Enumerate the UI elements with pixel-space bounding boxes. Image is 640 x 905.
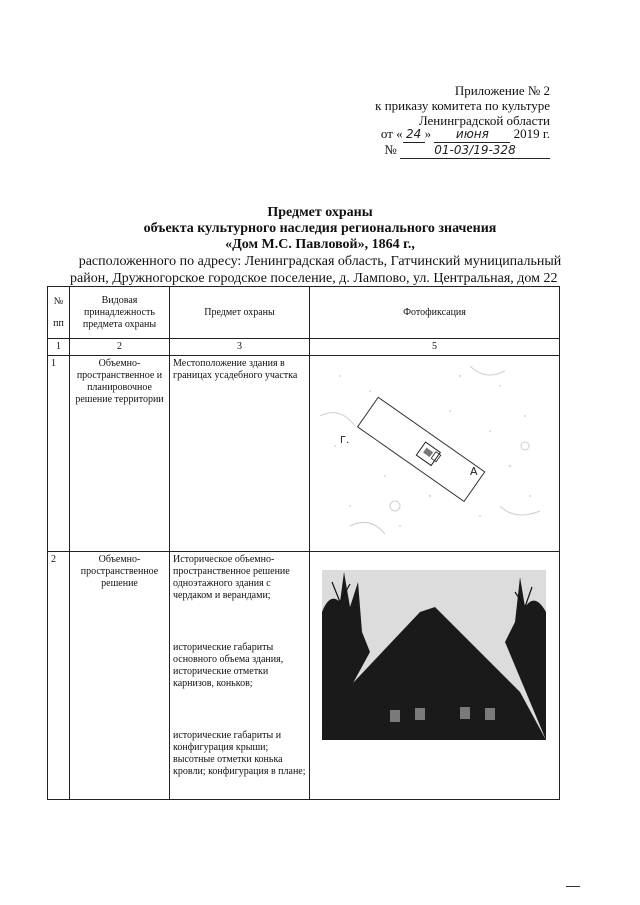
- map-label-g: Г.: [340, 435, 350, 446]
- document-subtitle: объекта культурного наследия регионального значения: [143, 221, 497, 236]
- appendix-title: Приложение № 2: [454, 83, 550, 98]
- address-line-1: расположенного по адресу: Ленинградская область, Гатчинский муниципальный: [78, 254, 562, 269]
- row-subject: [170, 552, 310, 800]
- appendix-number: [384, 142, 550, 159]
- date-prefix: от «: [380, 126, 403, 141]
- header-type: Видовая принадлежность предмета охраны: [70, 287, 170, 339]
- col-number: 2: [70, 339, 170, 356]
- header-subject: Предмет охраны: [170, 287, 310, 339]
- column-numbers-row: [48, 339, 560, 356]
- building-photo-cell: [310, 552, 560, 800]
- header-num-symbol: №: [53, 295, 64, 307]
- appendix-region: Ленинградской области: [418, 113, 550, 128]
- date-year: 2019 г.: [513, 126, 550, 141]
- table-row: [48, 356, 560, 552]
- number-prefix: №: [384, 142, 397, 157]
- site-plan-image: [310, 356, 558, 547]
- date-mid: »: [424, 126, 432, 141]
- row-type: Объемно-пространственное решение: [70, 552, 170, 800]
- document-title: Предмет охраны: [267, 205, 373, 220]
- row-num: 2: [48, 552, 70, 800]
- table-header-row: [48, 287, 560, 339]
- row-type: Объемно-пространственное и планировочное решение территории: [70, 356, 170, 552]
- col-number: 5: [310, 339, 560, 356]
- building-photo: [310, 552, 558, 795]
- page-footer-mark: [566, 886, 580, 887]
- subject-item: исторические габариты и конфигурация крыши; высотные отметки конька кровли; конфигурация в плане;: [173, 730, 306, 777]
- header-num-pp: пп: [53, 317, 64, 329]
- map-label-a: А: [470, 465, 478, 478]
- col-number: 1: [48, 339, 70, 356]
- appendix-order-ref: к приказу комитета по культуре: [375, 98, 550, 113]
- table-row: [48, 552, 560, 800]
- header-photo: Фотофиксация: [310, 287, 560, 339]
- number-handwritten: 01-03/19-328: [400, 143, 550, 159]
- address-line-2: район, Дружногорское городское поселение, д. Лампово, ул. Центральная, дом 22: [70, 271, 558, 286]
- subject-item: Историческое объемно-пространственное решение одноэтажного здания с чердаком и верандами;: [173, 554, 290, 601]
- site-plan-photo-cell: [310, 356, 560, 552]
- subject-item: исторические габариты основного объема здания, исторические отметки карнизов, коньков;: [173, 642, 284, 689]
- protection-subject-table: [47, 286, 560, 800]
- object-name: «Дом М.С. Павловой», 1864 г.,: [225, 237, 415, 252]
- appendix-date: [381, 126, 550, 143]
- row-subject: Местоположение здания в границах усадебного участка: [170, 356, 310, 552]
- row-num: 1: [48, 356, 70, 552]
- col-number: 3: [170, 339, 310, 356]
- date-day-handwritten: 24: [403, 127, 425, 143]
- date-month-handwritten: июня: [434, 127, 510, 143]
- header-num: [48, 287, 70, 339]
